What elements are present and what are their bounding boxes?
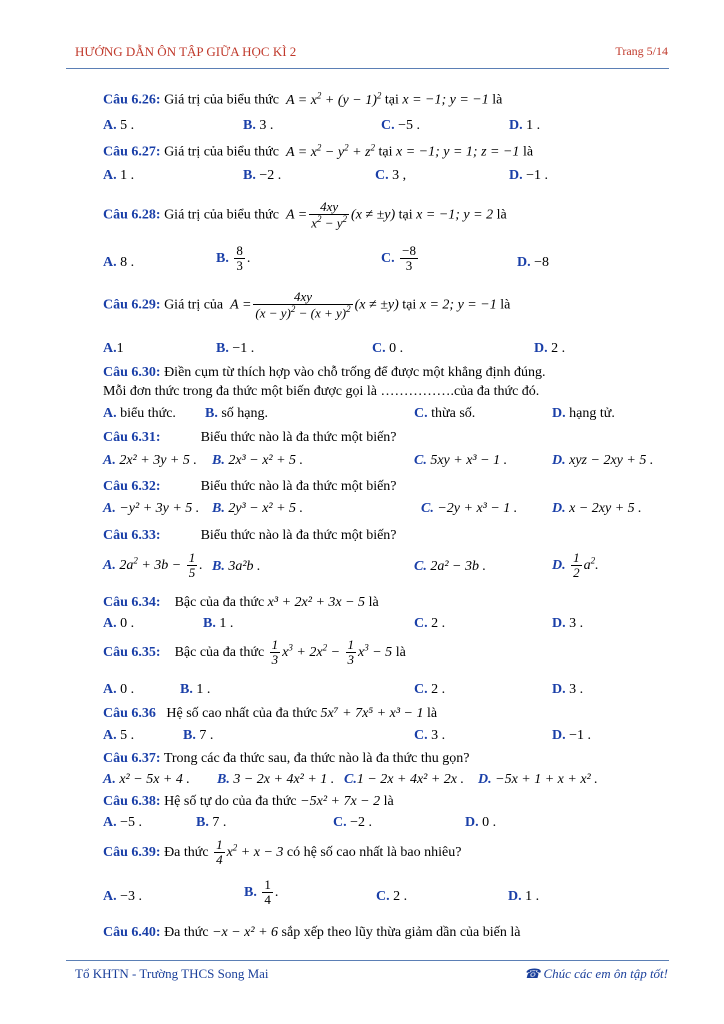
question-6-34: Câu 6.34: Bậc của đa thức x³ + 2x² + 3x − 5 là bbox=[103, 595, 379, 610]
option-c: C. thừa số. bbox=[414, 406, 476, 421]
option-d: D. 1 . bbox=[508, 889, 540, 904]
option-a: A.1 bbox=[103, 341, 124, 356]
footer-divider bbox=[66, 960, 669, 961]
question-6-30-line2: Mỗi đơn thức trong đa thức một biến được gọi là …………….của đa thức đó. bbox=[103, 384, 540, 399]
option-c: C. 5xy + x³ − 1 . bbox=[414, 453, 508, 468]
option-c: C.1 − 2x + 4x² + 2x . bbox=[344, 772, 465, 787]
option-c: C. 2 . bbox=[414, 682, 446, 697]
option-a: A. biểu thức. bbox=[103, 406, 176, 421]
option-b: B. 1 . bbox=[180, 682, 211, 697]
option-b: B. 7 . bbox=[183, 728, 214, 743]
option-b: B. 1 . bbox=[203, 616, 234, 631]
option-a: A. −5 . bbox=[103, 815, 143, 830]
question-6-29: Câu 6.29: Giá trị của A = $\frac{4xy}{(x - y)^2 - (x + y)^2}$ (x ≠ ±y) tại x = 2; y = −1 là bbox=[103, 289, 511, 321]
question-6-26: Câu 6.26: Giá trị của biểu thức $A = x^2 + (y - 1)^2$ tại x = −1; y = −1 là bbox=[103, 90, 503, 108]
option-a: A. 2x² + 3y + 5 . bbox=[103, 453, 197, 468]
option-b: B. −1 . bbox=[216, 341, 255, 356]
option-b: B. số hạng. bbox=[205, 406, 269, 421]
option-d: D. 1 . bbox=[509, 118, 541, 133]
footer-school: Tổ KHTN - Trường THCS Song Mai bbox=[75, 966, 269, 981]
option-c: C. 2 . bbox=[376, 889, 408, 904]
option-c: C. 2a² − 3b . bbox=[414, 559, 486, 574]
option-b: B. 2y³ − x² + 5 . bbox=[212, 501, 304, 516]
option-b: B. −2 . bbox=[243, 168, 282, 183]
option-d: D. −8 bbox=[517, 255, 550, 270]
option-d: D. xyz − 2xy + 5 . bbox=[552, 453, 654, 468]
option-d: D. x − 2xy + 5 . bbox=[552, 501, 642, 516]
question-6-38: Câu 6.38: Hệ số tự do của đa thức −5x² + 7x − 2 là bbox=[103, 794, 394, 809]
option-b: B. $\frac{8}{3}$ . bbox=[216, 243, 251, 274]
option-a: A. 8 . bbox=[103, 255, 135, 270]
option-d: D. hạng tử. bbox=[552, 406, 615, 421]
question-6-30: Câu 6.30: Điền cụm từ thích hợp vào chỗ trống để được một khẳng định đúng. bbox=[103, 365, 546, 380]
question-6-36: Câu 6.36 Hệ số cao nhất của đa thức 5x⁷ + 7x⁵ + x³ − 1 là bbox=[103, 706, 438, 721]
question-6-40: Câu 6.40: Đa thức −x − x² + 6 sắp xếp theo lũy thừa giảm dần của biến là bbox=[103, 925, 521, 940]
option-b: B. 2x³ − x² + 5 . bbox=[212, 453, 304, 468]
option-a: A. x² − 5x + 4 . bbox=[103, 772, 190, 787]
option-c: C. 3 , bbox=[375, 168, 407, 183]
option-a: A. −3 . bbox=[103, 889, 143, 904]
option-c: C. −5 . bbox=[381, 118, 421, 133]
option-a: A. −y² + 3y + 5 . bbox=[103, 501, 200, 516]
page-number: Trang 5/14 bbox=[615, 44, 668, 58]
option-a: A. 5 . bbox=[103, 728, 135, 743]
option-c: C. −2 . bbox=[333, 815, 373, 830]
footer-message: ☎ Chúc các em ôn tập tốt! bbox=[524, 966, 668, 981]
option-d: D. −1 . bbox=[509, 168, 549, 183]
question-6-35: Câu 6.35: Bậc của đa thức $\frac{1}{3}$ $x^3 + 2x^2$ − $\frac{1}{3}$ $x^3 - 5$ là bbox=[103, 637, 406, 668]
option-b: B. 3 . bbox=[243, 118, 274, 133]
option-c: C. 0 . bbox=[372, 341, 404, 356]
option-b: B. 7 . bbox=[196, 815, 227, 830]
option-d: D. $\frac{1}{2}$ $a^2$. bbox=[552, 550, 599, 581]
option-c: C. $\frac{-8}{3}$ bbox=[381, 243, 416, 274]
question-6-39: Câu 6.39: Đa thức $\frac{1}{4}$ $x^2 + x - 3$ có hệ số cao nhất là bao nhiêu? bbox=[103, 837, 462, 868]
option-a: A. 1 . bbox=[103, 168, 135, 183]
option-b: B. 3 − 2x + 4x² + 1 . bbox=[217, 772, 335, 787]
option-a: A. 5 . bbox=[103, 118, 135, 133]
question-6-37: Câu 6.37: Trong các đa thức sau, đa thức nào là đa thức thu gọn? bbox=[103, 751, 470, 766]
option-d: D. 2 . bbox=[534, 341, 566, 356]
option-a: A. 0 . bbox=[103, 616, 135, 631]
question-6-27: Câu 6.27: Giá trị của biểu thức $A = x^2 - y^2 + z^2$ tại x = −1; y = 1; z = −1 là bbox=[103, 142, 534, 160]
header-divider bbox=[66, 68, 669, 69]
option-b: B. 3a²b . bbox=[212, 559, 261, 574]
question-6-31: Câu 6.31: Biểu thức nào là đa thức một biến? bbox=[103, 430, 397, 445]
option-a: A. $2a^2 + 3b$ − $\frac{1}{5}$ . bbox=[103, 550, 203, 581]
option-d: D. 3 . bbox=[552, 682, 584, 697]
option-c: C. 2 . bbox=[414, 616, 446, 631]
option-d: D. −5x + 1 + x + x² . bbox=[478, 772, 598, 787]
option-c: C. −2y + x³ − 1 . bbox=[421, 501, 518, 516]
option-c: C. 3 . bbox=[414, 728, 446, 743]
option-d: D. −1 . bbox=[552, 728, 592, 743]
question-6-33: Câu 6.33: Biểu thức nào là đa thức một biến? bbox=[103, 528, 397, 543]
question-6-32: Câu 6.32: Biểu thức nào là đa thức một biến? bbox=[103, 479, 397, 494]
question-6-28: Câu 6.28: Giá trị của biểu thức A = $\frac{4xy}{x^2 - y^2}$ (x ≠ ±y) tại x = −1; y = 2 là bbox=[103, 199, 507, 231]
option-d: D. 3 . bbox=[552, 616, 584, 631]
option-d: D. 0 . bbox=[465, 815, 497, 830]
option-a: A. 0 . bbox=[103, 682, 135, 697]
option-b: B. $\frac{1}{4}$ . bbox=[244, 877, 279, 908]
page-header-title: HƯỚNG DẪN ÔN TẬP GIỮA HỌC KÌ 2 bbox=[75, 44, 297, 59]
